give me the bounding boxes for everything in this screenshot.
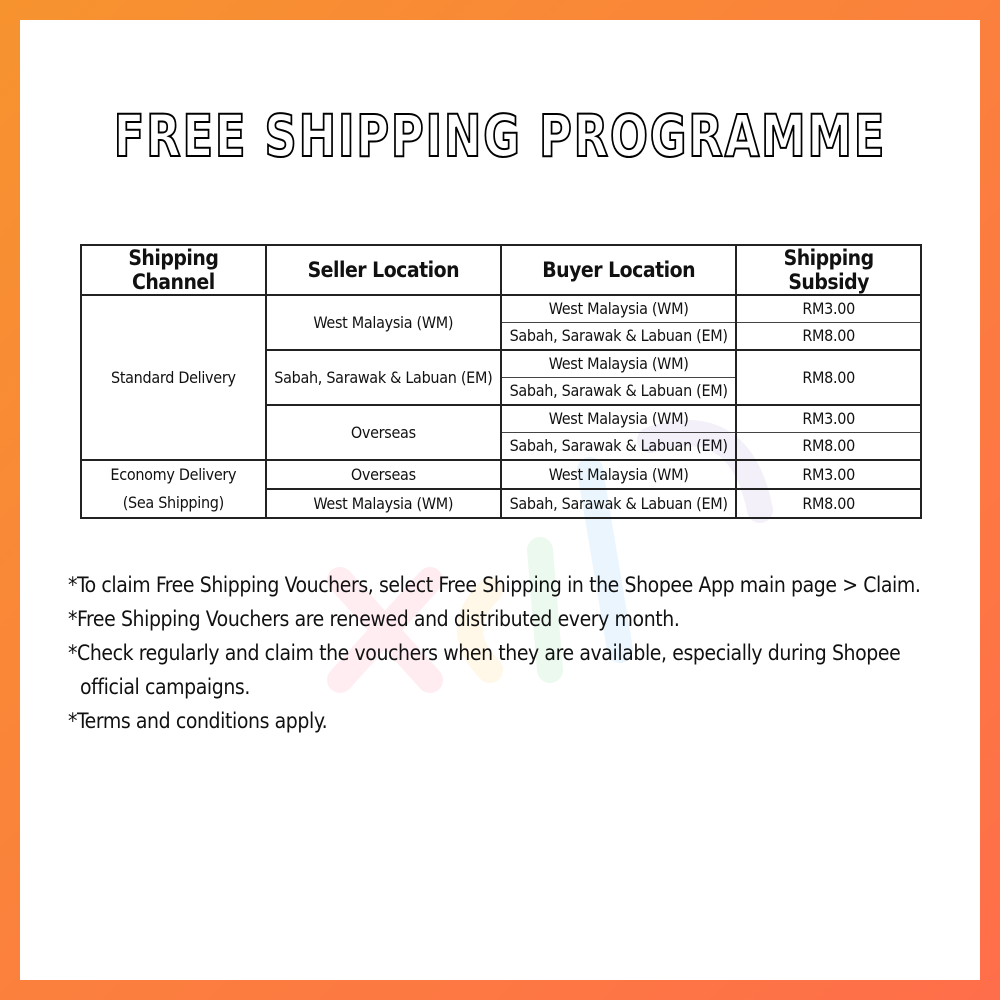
seller-cell: Sabah, Sarawak & Labuan (EM)	[266, 350, 501, 405]
note-claim-vouchers: *To claim Free Shipping Vouchers, select Free Shipping in the Shopee App main page > Claim.	[68, 573, 921, 597]
notes-list	[68, 568, 948, 738]
content-card	[20, 20, 980, 980]
channel-standard-delivery: Standard Delivery	[81, 295, 266, 460]
channel-economy-line2: (Sea Shipping)	[122, 493, 224, 512]
seller-cell: Overseas	[266, 460, 501, 489]
buyer-cell: Sabah, Sarawak & Labuan (EM)	[501, 489, 736, 518]
buyer-cell: West Malaysia (WM)	[501, 405, 736, 433]
header-shipping-subsidy: Shipping Subsidy	[736, 245, 921, 295]
seller-cell: West Malaysia (WM)	[266, 295, 501, 350]
shipping-subsidy-table	[80, 244, 922, 519]
buyer-cell: Sabah, Sarawak & Labuan (EM)	[501, 433, 736, 461]
subsidy-cell: RM8.00	[736, 433, 921, 461]
note-terms: *Terms and conditions apply.	[68, 709, 328, 733]
table-row	[81, 295, 921, 323]
buyer-cell: Sabah, Sarawak & Labuan (EM)	[501, 323, 736, 351]
buyer-cell: Sabah, Sarawak & Labuan (EM)	[501, 378, 736, 406]
seller-cell: West Malaysia (WM)	[266, 489, 501, 518]
subsidy-cell: RM3.00	[736, 460, 921, 489]
table-row	[81, 460, 921, 489]
note-monthly-renewal: *Free Shipping Vouchers are renewed and distributed every month.	[68, 607, 680, 631]
channel-economy-line1: Economy Delivery	[110, 465, 237, 484]
header-shipping-channel: Shipping Channel	[81, 245, 266, 295]
subsidy-cell: RM3.00	[736, 295, 921, 323]
table-header-row	[81, 245, 921, 295]
page-title: FREE SHIPPING PROGRAMME	[113, 102, 887, 170]
buyer-cell: West Malaysia (WM)	[501, 350, 736, 378]
subsidy-cell: RM8.00	[736, 323, 921, 351]
header-seller-location: Seller Location	[266, 245, 501, 295]
subsidy-cell: RM3.00	[736, 405, 921, 433]
seller-cell: Overseas	[266, 405, 501, 460]
header-buyer-location: Buyer Location	[501, 245, 736, 295]
channel-economy-delivery	[81, 460, 266, 518]
note-check-regularly: *Check regularly and claim the vouchers when they are available, especially during Shopee official campaigns.	[68, 641, 901, 699]
buyer-cell: West Malaysia (WM)	[501, 295, 736, 323]
buyer-cell: West Malaysia (WM)	[501, 460, 736, 489]
subsidy-cell: RM8.00	[736, 489, 921, 518]
subsidy-cell: RM8.00	[736, 350, 921, 405]
